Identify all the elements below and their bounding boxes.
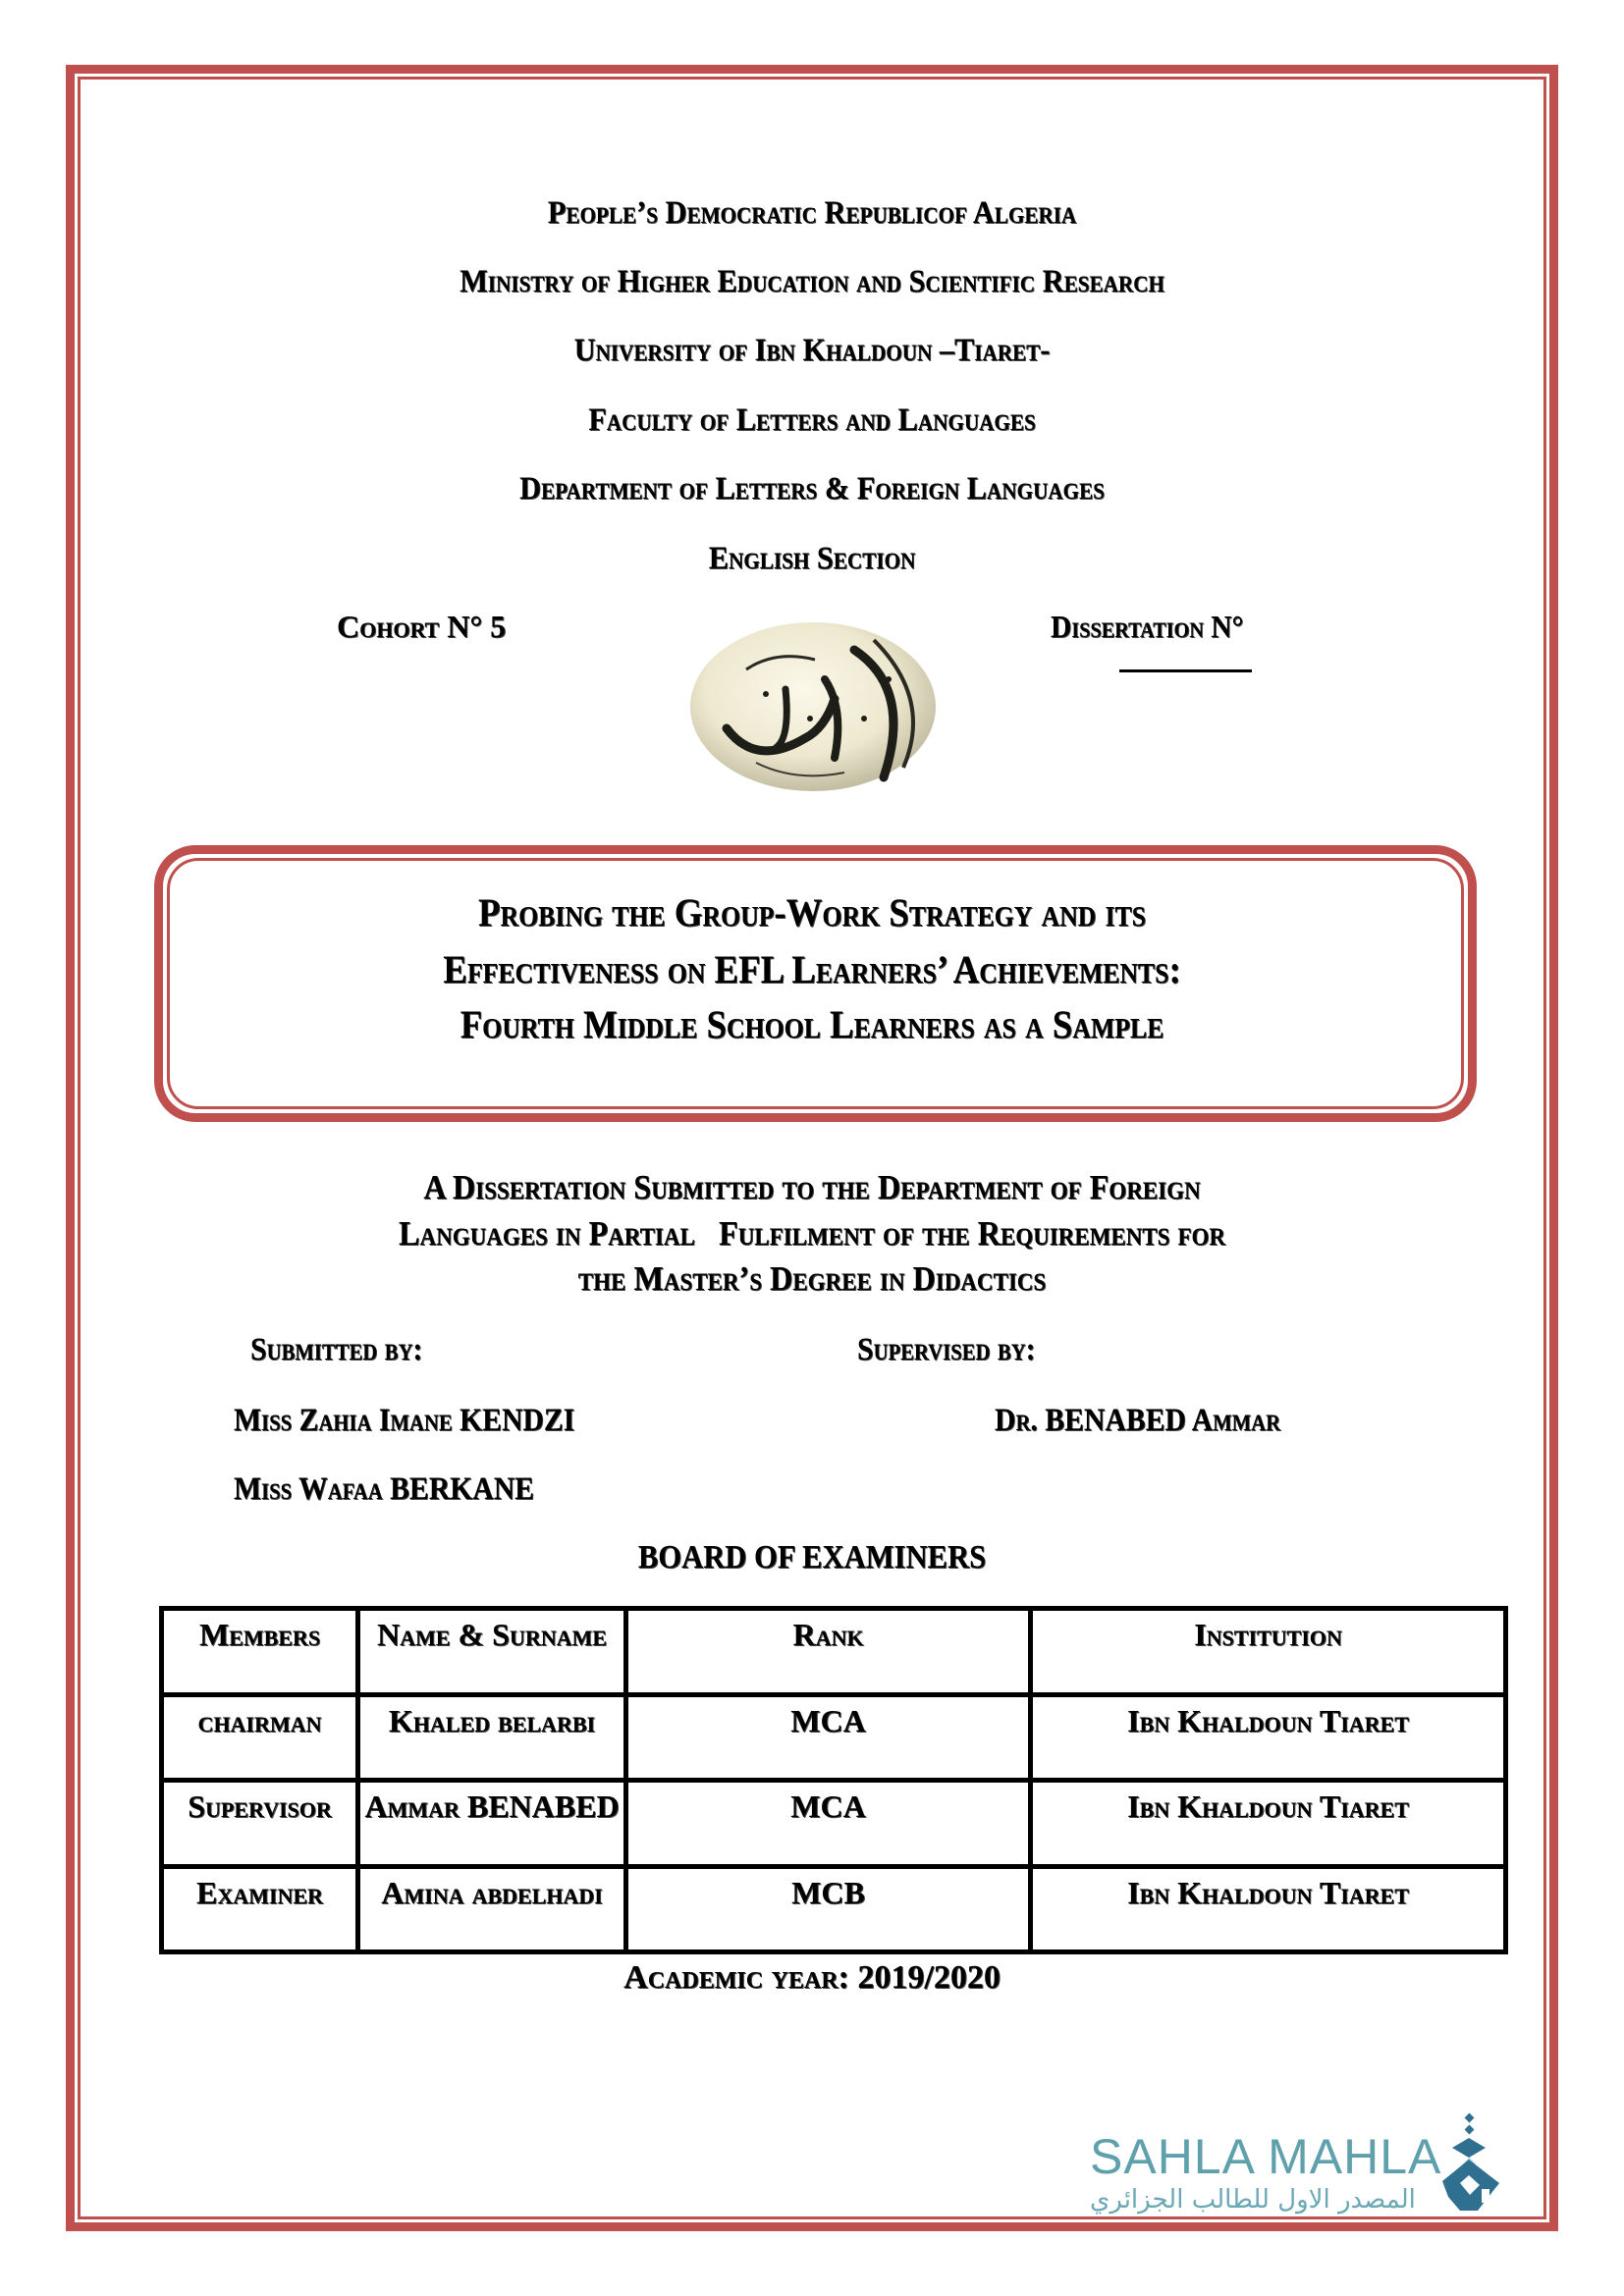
academic-year-value: 2019/2020 — [857, 1959, 1001, 1996]
brand-name: SAHLA MAHLA — [1090, 2129, 1442, 2184]
student-name-1: Miss Zahia Imane KENDZI — [234, 1403, 575, 1438]
submitted-by-label: Submitted by: — [250, 1332, 423, 1367]
cohort-label: Cohort N° 5 — [337, 609, 507, 644]
academic-year — [0, 1958, 1624, 1998]
member-institution: Ibn Khaldoun Tiaret — [1031, 1866, 1506, 1952]
supervised-by-label: Supervised by: — [857, 1332, 1036, 1367]
column-header-institution: Institution — [1031, 1609, 1506, 1695]
member-role: Examiner — [162, 1866, 358, 1952]
university-seal-icon — [687, 620, 939, 793]
member-rank: MCB — [626, 1866, 1031, 1952]
title-line-1: Probing the Group-Work Strategy and its — [478, 890, 1146, 934]
university-line: University of Ibn Khaldoun –Tiaret- — [573, 333, 1051, 368]
academic-year-label: Academic year: — [623, 1959, 849, 1996]
member-institution: Ibn Khaldoun Tiaret — [1031, 1694, 1506, 1781]
member-role: Supervisor — [162, 1781, 358, 1867]
submission-line-1: A Dissertation Submitted to the Department of Foreign — [423, 1168, 1201, 1206]
table-row — [162, 1866, 1506, 1952]
section-line: English Section — [708, 541, 916, 576]
column-header-members: Members — [162, 1609, 358, 1695]
supervisor-name: Dr. BENABED Ammar — [995, 1403, 1281, 1438]
member-role: chairman — [162, 1694, 358, 1781]
member-name: Ammar BENABED — [358, 1781, 626, 1867]
title-line-2: Effectiveness on EFL Learners’ Achievements: — [443, 947, 1181, 991]
member-name: Amina abdelhadi — [358, 1866, 626, 1952]
member-rank: MCA — [626, 1781, 1031, 1867]
sahla-mahla-logo-icon — [1438, 2112, 1507, 2216]
member-institution: Ibn Khaldoun Tiaret — [1031, 1781, 1506, 1867]
column-header-rank: Rank — [626, 1609, 1031, 1695]
ministry-line: Ministry of Higher Education and Scientific Research — [460, 264, 1164, 299]
table-row — [162, 1781, 1506, 1867]
member-rank: MCA — [626, 1694, 1031, 1781]
faculty-line: Faculty of Letters and Languages — [588, 402, 1036, 438]
brand-tagline: المصدر الاول للطالب الجزائري — [1090, 2185, 1416, 2215]
department-line: Department of Letters & Foreign Languages — [519, 471, 1105, 507]
column-header-name: Name & Surname — [358, 1609, 626, 1695]
examiners-table — [159, 1606, 1508, 1954]
member-name: Khaled belarbi — [358, 1694, 626, 1781]
board-title: BOARD OF EXAMINERS — [637, 1539, 987, 1575]
table-header-row — [162, 1609, 1506, 1695]
title-line-3: Fourth Middle School Learners as a Sample — [460, 1002, 1164, 1046]
dissertation-number-label: Dissertation N° — [1051, 609, 1244, 644]
dissertation-number-blank — [1119, 669, 1252, 672]
student-name-2: Miss Wafaa BERKANE — [234, 1471, 534, 1507]
submission-line-3: the Master’s Degree in Didactics — [577, 1259, 1047, 1298]
submission-line-2: Languages in Partial Fulfilment of the Requirements for — [399, 1214, 1225, 1253]
table-row — [162, 1694, 1506, 1781]
country-line: People’s Democratic Republicof Algeria — [547, 195, 1077, 231]
